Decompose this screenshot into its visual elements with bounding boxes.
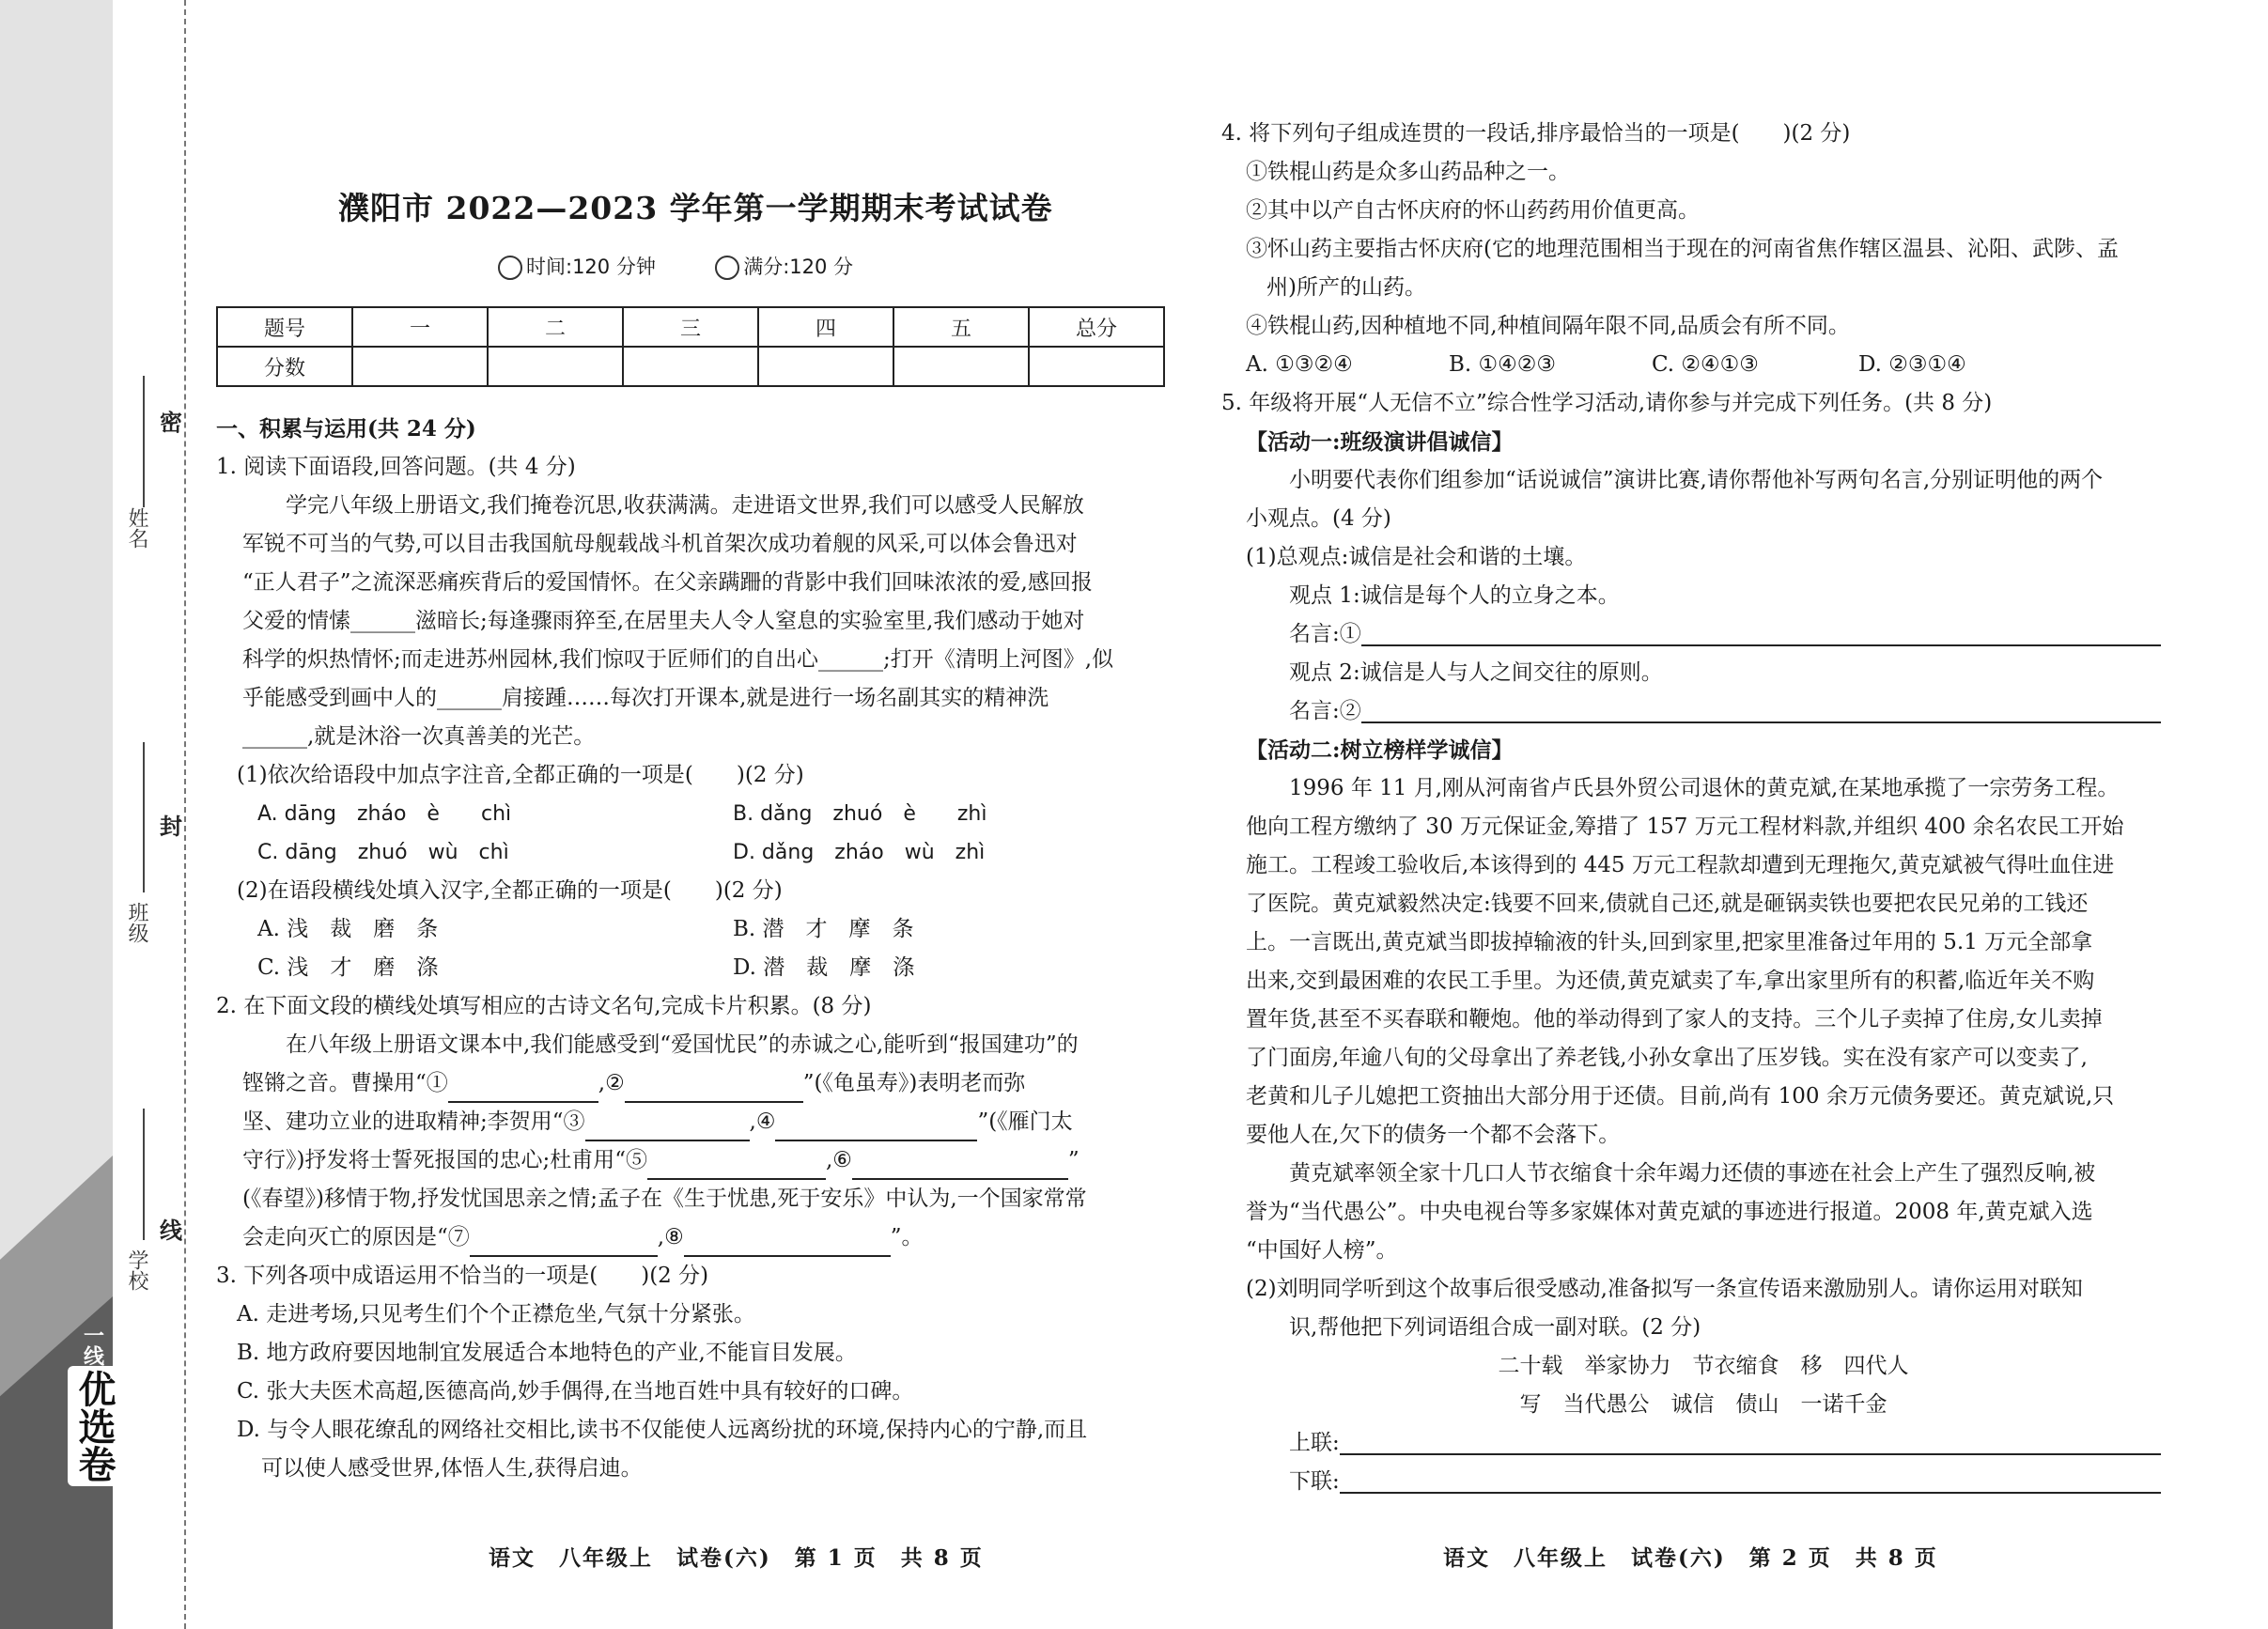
upper-couplet-input[interactable]: [1340, 1429, 2161, 1455]
activity-2-text: 上。一言既出,黄克斌当即拔掉输液的针头,回到家里,把家里准备过年用的 5.1 万元全部拿: [1246, 930, 2093, 954]
school-field-line[interactable]: [143, 1109, 145, 1240]
school-field-label: 学校: [125, 1249, 148, 1291]
q1-paragraph-line: 乎能感受到画中人的______肩接踵……每次打开课本,就是进行一场名副其实的精神洗: [242, 686, 1049, 710]
lower-couplet-input[interactable]: [1340, 1467, 2161, 1494]
activity-2-text: 要他人在,欠下的债务一个都不会落下。: [1246, 1123, 1621, 1147]
q4-item: ④铁棍山药,因种植地不同,种植间隔年限不同,品质会有所不同。: [1246, 314, 1850, 338]
section-heading: 一、积累与运用(共 24 分): [216, 416, 476, 442]
activity-2-text: 置年货,甚至不买春联和鞭炮。他的举动得到了家人的支持。三个儿子卖掉了住房,女儿卖掉: [1246, 1007, 2103, 1032]
q4-item: ③怀山药主要指古怀庆府(它的地理范围相当于现在的河南省焦作辖区温县、沁阳、武陟、孟: [1246, 237, 2119, 261]
option-d[interactable]: D. dǎng zháo wù zhì: [733, 841, 986, 864]
score-table-cell: 四: [758, 307, 893, 347]
exam-full-score: 满分:120 分: [743, 256, 854, 278]
score-input[interactable]: [488, 347, 623, 386]
option-d[interactable]: D. ②③①④: [1858, 352, 1966, 377]
option-a[interactable]: A. 走进考场,只见考生们个个正襟危坐,气氛十分紧张。: [237, 1302, 755, 1326]
score-input[interactable]: [893, 347, 1029, 386]
option-a[interactable]: A. 浅 裁 磨 条: [257, 917, 439, 941]
score-table-cell: 分数: [217, 347, 352, 386]
score-table-cell: 一: [352, 307, 488, 347]
quote-1-label: 名言:①: [1289, 622, 1361, 646]
question-2: 2. 在下面文段的横线处填写相应的古诗文名句,完成卡片积累。(8 分): [216, 994, 872, 1018]
class-field-line[interactable]: [143, 742, 145, 892]
upper-couplet-label: 上联:: [1289, 1431, 1340, 1455]
name-field-line[interactable]: [143, 376, 145, 507]
upper-couplet-row: [1246, 1424, 2161, 1463]
q2-paragraph-line: 会走向灭亡的原因是“⑦ ,⑧ ”。: [242, 1218, 1156, 1257]
score-input[interactable]: [623, 347, 758, 386]
blank-3[interactable]: [585, 1115, 750, 1141]
blank-1[interactable]: [448, 1077, 598, 1103]
score-input[interactable]: [352, 347, 488, 386]
seal-char-xian: 线: [160, 1218, 182, 1244]
seal-char-mi: 密: [160, 410, 182, 436]
q2-text: 守行》)抒发将士誓死报国的忠心;杜甫用“⑤: [242, 1148, 647, 1172]
q1-sub2-options: [237, 910, 1156, 949]
option-b[interactable]: B. ①④②③: [1449, 352, 1557, 377]
q1-sub2: (2)在语段横线处填入汉字,全都正确的一项是( )(2 分): [237, 878, 783, 903]
option-c[interactable]: C. dāng zhuó wù chì: [257, 841, 509, 864]
option-d[interactable]: D. 与令人眼花缭乱的网络社交相比,读书不仅能使人远离纷扰的环境,保持内心的宁静,而且: [237, 1418, 1088, 1442]
quote-2-input[interactable]: [1361, 697, 2161, 723]
option-d[interactable]: D. 潜 裁 摩 涤: [733, 955, 915, 980]
q2-text: 坚、建功立业的进取精神;李贺用“③: [242, 1109, 585, 1134]
q2-text: ②: [605, 1071, 625, 1095]
brand-logo: 优选卷: [68, 1366, 121, 1486]
exam-meta: [498, 252, 853, 280]
seal-char-feng: 封: [160, 814, 182, 840]
score-table-cell: 三: [623, 307, 758, 347]
option-a[interactable]: A. ①③②④: [1246, 352, 1353, 377]
q1-paragraph-line: 父爱的情愫______滋暗长;每逢骤雨猝至,在居里夫人令人窒息的实验室里,我们感动于她对: [242, 609, 1085, 633]
clock-icon: [498, 256, 522, 280]
lower-couplet-label: 下联:: [1289, 1469, 1340, 1494]
brand-top: 一线: [80, 1325, 104, 1366]
q2-text: ”。: [890, 1225, 924, 1249]
score-input[interactable]: [1029, 347, 1164, 386]
q2-paragraph-line: 坚、建功立业的进取精神;李贺用“③ ,④ ”(《雁门太: [242, 1103, 1156, 1141]
page-footer-2: 语文 八年级上 试卷(六) 第 2 页 共 8 页: [1443, 1545, 1938, 1571]
activity-2-text: 了门面房,年逾八旬的父母拿出了养老钱,小孙女拿出了压岁钱。实在没有家产可以变卖了,: [1246, 1046, 2088, 1070]
score-table-cell: 题号: [217, 307, 352, 347]
blank-5[interactable]: [647, 1154, 826, 1180]
lower-couplet-row: [1246, 1463, 2161, 1501]
exam-title: 濮阳市 2022—2023 学年第一学期期末考试试卷: [338, 190, 1053, 226]
activity-1-text: 小明要代表你们组参加“话说诚信”演讲比赛,请你帮他补写两句名言,分别证明他的两个: [1289, 468, 2104, 492]
binding-cut-line: [184, 0, 186, 1629]
blank-7[interactable]: [470, 1231, 658, 1257]
q1-paragraph-line: “正人君子”之流深恶痛疾背后的爱国情怀。在父亲蹒跚的背影中我们回味浓浓的爱,感回报: [242, 570, 1093, 595]
q2-text: ④: [755, 1109, 776, 1134]
activity-2-question: (2)刘明同学听到这个故事后很受感动,准备拟写一条宣传语来激励别人。请你运用对联知: [1246, 1277, 2083, 1301]
score-table-cell: 总分: [1029, 307, 1164, 347]
q2-text: ⑥: [832, 1148, 852, 1172]
quote-2-label: 名言:②: [1289, 699, 1361, 723]
word-bank-line: 写 当代愚公 诚信 债山 一诺千金: [1519, 1392, 1887, 1417]
viewpoint-2: 观点 2:诚信是人与人之间交往的原则。: [1289, 660, 1663, 685]
option-c[interactable]: C. ②④①③: [1652, 352, 1759, 377]
activity-2-text: 1996 年 11 月,刚从河南省卢氏县外贸公司退休的黄克斌,在某地承揽了一宗劳务工程。: [1289, 776, 2120, 800]
question-5: 5. 年级将开展“人无信不立”综合性学习活动,请你参与并完成下列任务。(共 8 分): [1221, 391, 1993, 415]
q1-paragraph-line: 科学的炽热情怀;而走进苏州园林,我们惊叹于匠师们的自出心______;打开《清明上河图》,似: [242, 647, 1114, 672]
q2-text: ”(《雁门太: [977, 1109, 1073, 1134]
option-b[interactable]: B. dǎng zhuó è zhì: [733, 802, 987, 826]
score-table-cell: 五: [893, 307, 1029, 347]
q2-text: ”: [1067, 1148, 1080, 1172]
q2-paragraph-line: 在八年级上册语文课本中,我们能感受到“爱国忧民”的赤诚之心,能听到“报国建功”的: [286, 1032, 1079, 1057]
word-bank-line: 二十载 举家协力 节衣缩食 移 四代人: [1498, 1354, 1909, 1378]
name-field-label: 姓名: [125, 507, 148, 549]
activity-2-text: 老黄和儿子儿媳把工资抽出大部分用于还债。目前,尚有 100 余万元债务要还。黄克斌说,只: [1246, 1084, 2115, 1109]
score-input[interactable]: [758, 347, 893, 386]
q2-paragraph-line: (《春望》)移情于物,抒发忧国思亲之情;孟子在《生于忧患,死于安乐》中认为,一个国家常常: [242, 1187, 1087, 1211]
blank-4[interactable]: [775, 1115, 977, 1141]
blank-2[interactable]: [625, 1077, 803, 1103]
activity-2-text: 誉为“当代愚公”。中央电视台等多家媒体对黄克斌的事迹进行报道。2008 年,黄克斌入选: [1246, 1200, 2093, 1224]
q1-paragraph-line: 学完八年级上册语文,我们掩卷沉思,收获满满。走进语文世界,我们可以感受人民解放: [286, 493, 1084, 518]
q1-sub1: (1)依次给语段中加点字注音,全都正确的一项是( )(2 分): [237, 763, 804, 787]
option-b[interactable]: B. 地方政府要因地制宜发展适合本地特色的产业,不能盲目发展。: [237, 1341, 857, 1365]
q2-text: 会走向灭亡的原因是“⑦: [242, 1225, 470, 1249]
activity-2-text: 施工。工程竣工验收后,本该得到的 445 万元工程款却遭到无理拖欠,黄克斌被气得吐血住进: [1246, 853, 2115, 877]
quote-2-row: [1246, 692, 2161, 731]
q4-item: 州)所产的山药。: [1266, 275, 1426, 300]
activity-2-text: 出来,交到最困难的农民工手里。为还债,黄克斌卖了车,拿出家里所有的积蓄,临近年关不购: [1246, 969, 2095, 993]
question-1: 1. 阅读下面语段,回答问题。(共 4 分): [216, 455, 576, 479]
option-c[interactable]: C. 张大夫医术高超,医德高尚,妙手偶得,在当地百姓中具有较好的口碑。: [237, 1379, 914, 1404]
q2-text: ”(《龟虽寿》)表明老而弥: [802, 1071, 1026, 1095]
score-table-row: [217, 347, 1164, 386]
activity-2-heading: 【活动二:树立榜样学诚信】: [1246, 737, 1514, 763]
quote-1-row: [1246, 615, 2161, 654]
viewpoint-1: 观点 1:诚信是每个人的立身之本。: [1289, 583, 1620, 608]
medal-icon: [715, 256, 739, 280]
q1-paragraph-line: ______,就是沐浴一次真善美的光芒。: [242, 724, 596, 749]
option-c[interactable]: C. 浅 才 磨 涤: [257, 955, 439, 980]
q1-sub1-options: [237, 795, 1156, 833]
activity-2-question: 识,帮他把下列词语组合成一副对联。(2 分): [1289, 1315, 1701, 1340]
exam-time: 时间:120 分钟: [526, 256, 656, 278]
main-viewpoint: (1)总观点:诚信是社会和谐的土壤。: [1246, 545, 1587, 569]
q1-sub1-options: [237, 833, 1156, 872]
q2-paragraph-line: 铿锵之音。曹操用“① ,② ”(《龟虽寿》)表明老而弥: [242, 1064, 1156, 1103]
blank-6[interactable]: [852, 1154, 1068, 1180]
q4-item: ①铁棍山药是众多山药品种之一。: [1246, 160, 1570, 184]
score-table-cell: 二: [488, 307, 623, 347]
q2-paragraph-line: 守行》)抒发将士誓死报国的忠心;杜甫用“⑤ ,⑥ ”: [242, 1141, 1156, 1180]
activity-1-heading: 【活动一:班级演讲倡诚信】: [1246, 429, 1514, 455]
page-footer-1: 语文 八年级上 试卷(六) 第 1 页 共 8 页: [489, 1545, 984, 1571]
score-table: [216, 306, 1165, 387]
question-4: 4. 将下列句子组成连贯的一段话,排序最恰当的一项是( )(2 分): [1221, 121, 1851, 146]
activity-1-text: 小观点。(4 分): [1246, 506, 1391, 531]
q1-paragraph-line: 军锐不可当的气势,可以目击我国航母舰载战斗机首架次成功着舰的风采,可以体会鲁迅对: [242, 532, 1078, 556]
quote-1-input[interactable]: [1361, 620, 2161, 646]
score-table-header: [217, 307, 1164, 347]
activity-2-text: 黄克斌率领全家十几口人节衣缩食十余年竭力还债的事迹在社会上产生了强烈反响,被: [1289, 1161, 2096, 1186]
activity-2-text: 了医院。黄克斌毅然决定:钱要不回来,债就自己还,就是砸锅卖铁也要把农民兄弟的工钱还: [1246, 892, 2089, 916]
option-a[interactable]: A. dāng zháo è chì: [257, 802, 512, 826]
activity-2-text: 他向工程方缴纳了 30 万元保证金,筹措了 157 万元工程材料款,并组织 400 余名农民工开始: [1246, 814, 2124, 839]
q4-options: [1246, 346, 2161, 384]
q2-text: 铿锵之音。曹操用“①: [242, 1071, 448, 1095]
option-b[interactable]: B. 潜 才 摩 条: [733, 917, 914, 941]
question-3: 3. 下列各项中成语运用不恰当的一项是( )(2 分): [216, 1264, 709, 1288]
q2-text: ⑧: [664, 1225, 684, 1249]
blank-8[interactable]: [684, 1231, 891, 1257]
class-field-label: 班级: [125, 902, 148, 943]
activity-2-text: “中国好人榜”。: [1246, 1238, 1398, 1263]
q4-item: ②其中以产自古怀庆府的怀山药药用价值更高。: [1246, 198, 1700, 223]
option-d-cont: 可以使人感受世界,体悟人生,获得启迪。: [261, 1456, 643, 1481]
q1-sub2-options: [237, 949, 1156, 987]
